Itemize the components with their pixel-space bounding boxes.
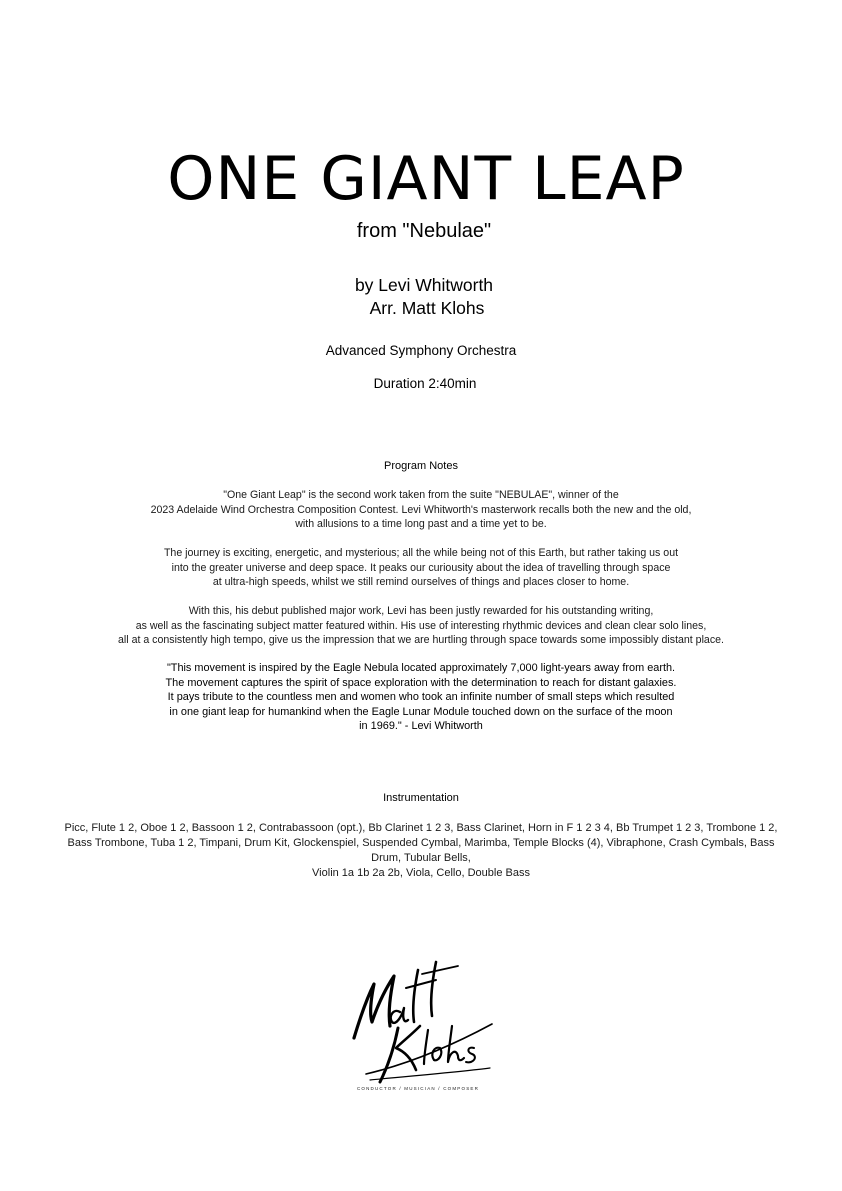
instrumentation-list [0, 821, 842, 881]
signature-logo [340, 952, 500, 1102]
instrumentation-line: Violin 1a 1b 2a 2b, Viola, Cello, Double Bass [312, 867, 530, 879]
duration-label: Duration 2:40min [373, 376, 477, 391]
quote-line: "This movement is inspired by the Eagle Nebula located approximately 7,000 light-years away from earth. [166, 662, 676, 674]
composer-quote [0, 661, 842, 734]
subtitle: from "Nebulae" [356, 220, 492, 242]
quote-line: The movement captures the spirit of space exploration with the determination to reach for distant galaxies. [165, 676, 677, 689]
ensemble-label: Advanced Symphony Orchestra [325, 343, 517, 358]
program-notes-paragraph-1 [0, 488, 842, 532]
paragraph-line: The journey is exciting, energetic, and mysterious; all the while being not of this Earth, but rather taking us out [163, 547, 679, 559]
paragraph-line: with allusions to a time long past and a time yet to be. [295, 518, 547, 530]
program-notes-heading: Program Notes [384, 460, 458, 472]
logo-caption: CONDUCTOR / MUSICIAN / COMPOSER [356, 1086, 480, 1091]
paragraph-line: into the greater universe and deep space. It peaks our curiousity about the idea of travelling through space [171, 561, 671, 574]
paragraph-line: 2023 Adelaide Wind Orchestra Composition Contest. Levi Whitworth's masterwork recalls both the new and the old, [150, 503, 692, 516]
composer-credit: by Levi Whitworth [354, 275, 494, 295]
page-title: ONE GIANT LEAP [167, 144, 685, 214]
instrumentation-line: Drum, Tubular Bells, [371, 852, 471, 864]
program-notes-paragraph-3 [0, 604, 842, 648]
paragraph-line: at ultra-high speeds, whilst we still remind ourselves of things and places closer to home. [212, 576, 630, 588]
quote-line: in one giant leap for humankind when the Eagle Lunar Module touched down on the surface of the moon [169, 705, 673, 718]
arranger-credit: Arr. Matt Klohs [369, 298, 485, 318]
paragraph-line: "One Giant Leap" is the second work taken from the suite "NEBULAE", winner of the [223, 489, 619, 501]
paragraph-line: With this, his debut published major work, Levi has been justly rewarded for his outstanding writing, [188, 605, 654, 617]
quote-line: It pays tribute to the countless men and women who took an infinite number of small steps which resulted [167, 691, 675, 703]
paragraph-line: all at a consistently high tempo, give us the impression that we are hurtling through space towards some impossibly distant place. [118, 634, 724, 646]
program-notes-paragraph-2 [0, 546, 842, 590]
paragraph-line: as well as the fascinating subject matter featured within. His use of interesting rhythmic devices and clean clear solo lines, [135, 619, 707, 632]
quote-line: in 1969." - Levi Whitworth [359, 720, 483, 732]
instrumentation-line: Picc, Flute 1 2, Oboe 1 2, Bassoon 1 2, Contrabassoon (opt.), Bb Clarinet 1 2 3, Bass Clarinet, Horn in F 1 2 3 4, Bb Trumpet 1 2 3, Trombone 1 2, [64, 822, 778, 834]
instrumentation-heading: Instrumentation [383, 792, 459, 804]
instrumentation-line: Bass Trombone, Tuba 1 2, Timpani, Drum Kit, Glockenspiel, Suspended Cymbal, Marimba, Temple Blocks (4), Vibraphone, Crash Cymbals, Bass [67, 837, 775, 849]
